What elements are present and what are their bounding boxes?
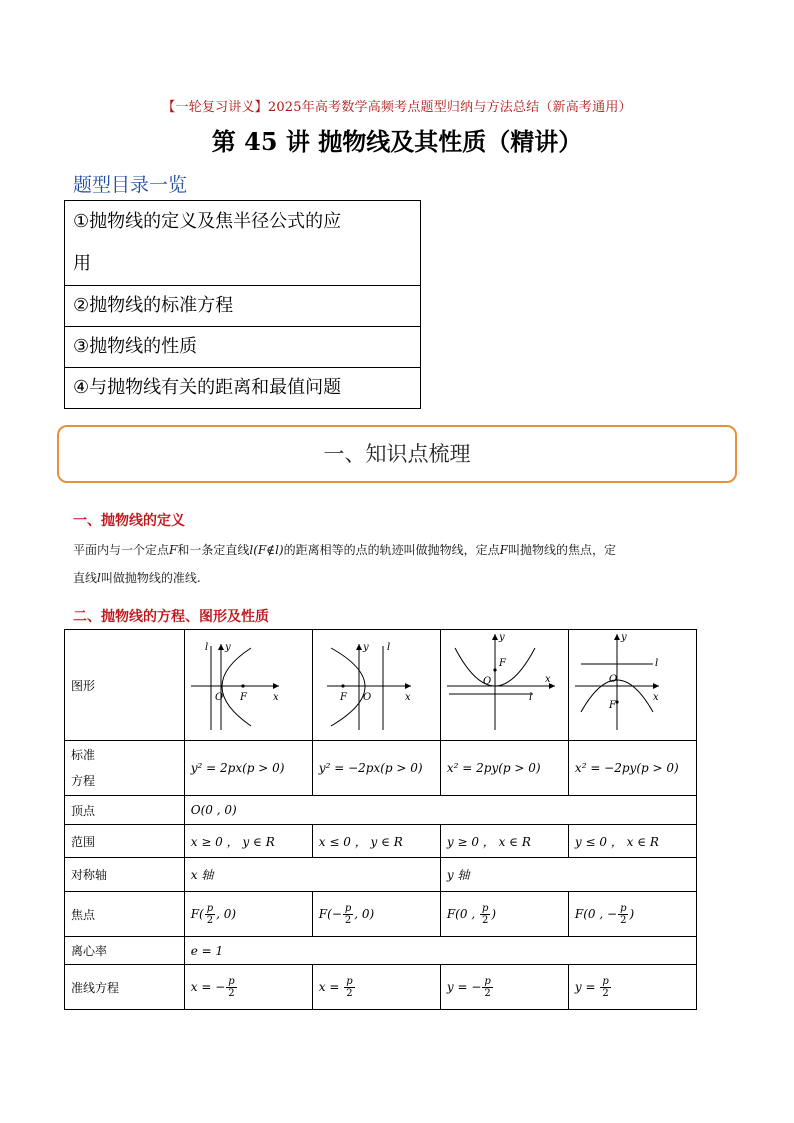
label-O: O [362,692,371,703]
focus-1-frac [205,903,215,926]
label-vertex: 顶点 [65,796,185,825]
definition-heading: 一、抛物线的定义 [73,513,185,529]
focus-2-frac [343,903,353,926]
label-l: l [654,658,659,669]
label-y: y [224,642,231,653]
focus-3-num: p [481,902,489,914]
row-range [65,825,697,858]
toc-item-1[interactable] [65,201,420,286]
range-4: y ≤ 0 ， x ∈ R [568,825,696,858]
focus-2-den: 2 [344,914,352,926]
row-eccentricity [65,937,697,965]
page-title: 第 45 讲 抛物线及其性质（精讲） [211,127,583,156]
range-3: y ≥ 0 ， x ∈ R [440,825,568,858]
focus-1-num: p [206,902,214,914]
axis-x: x 轴 [184,858,440,892]
directrix-2-pre: x = [318,979,344,994]
toc-item-1-line1: ①抛物线的定义及焦半径公式的应 [73,211,342,232]
label-x: x [652,692,659,703]
toc-item-2[interactable]: ②抛物线的标准方程 [65,286,420,327]
focus-4-den: 2 [620,914,627,926]
label-F: F [498,658,506,669]
range-2: x ≤ 0 ， y ∈ R [312,825,440,858]
toc-item-1-line2: 用 [73,253,91,274]
axis-y: y 轴 [440,858,696,892]
properties-heading: 二、抛物线的方程、图形及性质 [73,609,269,625]
parabola-right-graph [185,630,307,737]
focus-1-post: , 0) [216,906,237,921]
std-eq-3: x² = 2py(p > 0) [440,741,568,796]
std-eq-4: x² = −2py(p > 0) [568,741,696,796]
def-text-b: 和一条定直线 [177,543,250,557]
def-l: l [97,571,101,585]
label-O: O [482,676,492,687]
directrix-1-num: p [228,975,235,987]
parabola-down-graph [569,630,691,737]
graph-cell-3 [440,630,568,741]
focus-1 [184,892,312,937]
eccentricity-value: e = 1 [184,937,696,965]
focus-3-den: 2 [481,914,489,926]
properties-table [64,629,697,1010]
graph-cell-2 [312,630,440,741]
focus-2-sign: − [331,906,342,921]
directrix-2-num: p [346,975,353,987]
directrix-4-pre: y = [574,979,600,994]
focus-3 [440,892,568,937]
row-focus [65,892,697,937]
toc-item-3[interactable]: ③抛物线的性质 [65,327,420,368]
def-F2: F [499,543,508,557]
label-y: y [620,632,627,643]
directrix-1 [184,965,312,1010]
focus-1-den: 2 [206,914,214,926]
label-std-2: 方程 [71,774,96,788]
focus-4 [568,892,696,937]
directrix-4-num: p [602,975,609,987]
label-range: 范围 [65,825,185,858]
directrix-2 [312,965,440,1010]
graph-cell-4 [568,630,696,741]
label-F: F [608,700,616,711]
directrix-3-pre: y = [446,979,472,994]
directrix-4 [568,965,696,1010]
focus-4-sign: − [607,906,618,921]
label-O: O [608,674,618,685]
focus-2-post: , 0) [354,906,375,921]
definition-text [73,536,733,592]
parabola-up-graph [441,630,563,737]
def-text-d: 叫抛物线的焦点，定 [507,543,616,557]
label-y: y [498,632,505,643]
directrix-3-num: p [484,975,491,987]
label-F: F [339,692,347,703]
label-graph: 图形 [65,630,185,741]
focus-4-pre: F(0 , [574,906,608,921]
directrix-4-den: 2 [602,987,609,999]
label-eccentricity: 离心率 [65,937,185,965]
label-O: O [214,692,223,703]
def-text-c: 的距离相等的点的轨迹叫做抛物线，定点 [283,543,500,557]
directrix-1-frac [226,976,236,999]
label-directrix: 准线方程 [65,965,185,1010]
focus-3-frac [480,903,490,926]
directrix-2-frac [344,976,354,999]
label-x: x [404,692,411,703]
label-x: x [272,692,279,703]
focus-4-num: p [620,902,627,914]
focus-3-pre: F(0 , [446,906,479,921]
parabola-left-graph [313,630,435,737]
focus-4-post: ) [629,906,635,921]
range-1: x ≥ 0 ， y ∈ R [184,825,312,858]
directrix-3-den: 2 [484,987,491,999]
focus-3-post: ) [491,906,497,921]
directrix-4-frac [600,976,610,999]
row-directrix [65,965,697,1010]
focus-2-num: p [344,902,352,914]
directrix-1-pre: x = [190,979,216,994]
directrix-3 [440,965,568,1010]
directrix-1-den: 2 [228,987,235,999]
row-standard-eq [65,741,697,796]
series-header: 【一轮复习讲义】2025年高考数学高频考点题型归纳与方法总结（新高考通用） [162,100,632,115]
label-standard-eq [65,741,185,796]
label-x: x [544,674,551,685]
label-l: l [528,692,533,703]
def-text-e: 直线 [73,571,98,585]
def-text-a: 平面内与一个定点 [73,543,170,557]
label-l: l [386,642,390,653]
label-axis: 对称轴 [65,858,185,892]
row-axis [65,858,697,892]
section-banner: 一、知识点梳理 [57,425,737,483]
std-eq-2: y² = −2px(p > 0) [312,741,440,796]
def-F: F [169,543,178,557]
row-vertex [65,796,697,825]
toc-heading: 题型目录一览 [73,174,188,196]
directrix-1-sign: − [215,979,226,994]
vertex-value: O(0 , 0) [184,796,696,825]
focus-2 [312,892,440,937]
label-std-1: 标准 [71,748,96,762]
label-l: l [204,642,208,653]
focus-4-frac [618,903,628,926]
label-focus: 焦点 [65,892,185,937]
toc-item-4[interactable]: ④与抛物线有关的距离和最值问题 [73,377,342,398]
graph-cell-1 [184,630,312,741]
focus-1-pre: F( [190,906,204,921]
label-F: F [239,692,247,703]
def-cond: l(F∉l) [249,543,284,557]
row-graph [65,630,697,741]
directrix-2-den: 2 [346,987,353,999]
label-y: y [362,642,369,653]
directrix-3-sign: − [471,979,482,994]
toc-box [64,200,421,409]
focus-2-pre: F( [318,906,332,921]
std-eq-1: y² = 2px(p > 0) [184,741,312,796]
def-text-f: 叫做抛物线的准线. [100,571,201,585]
directrix-3-frac [482,976,492,999]
